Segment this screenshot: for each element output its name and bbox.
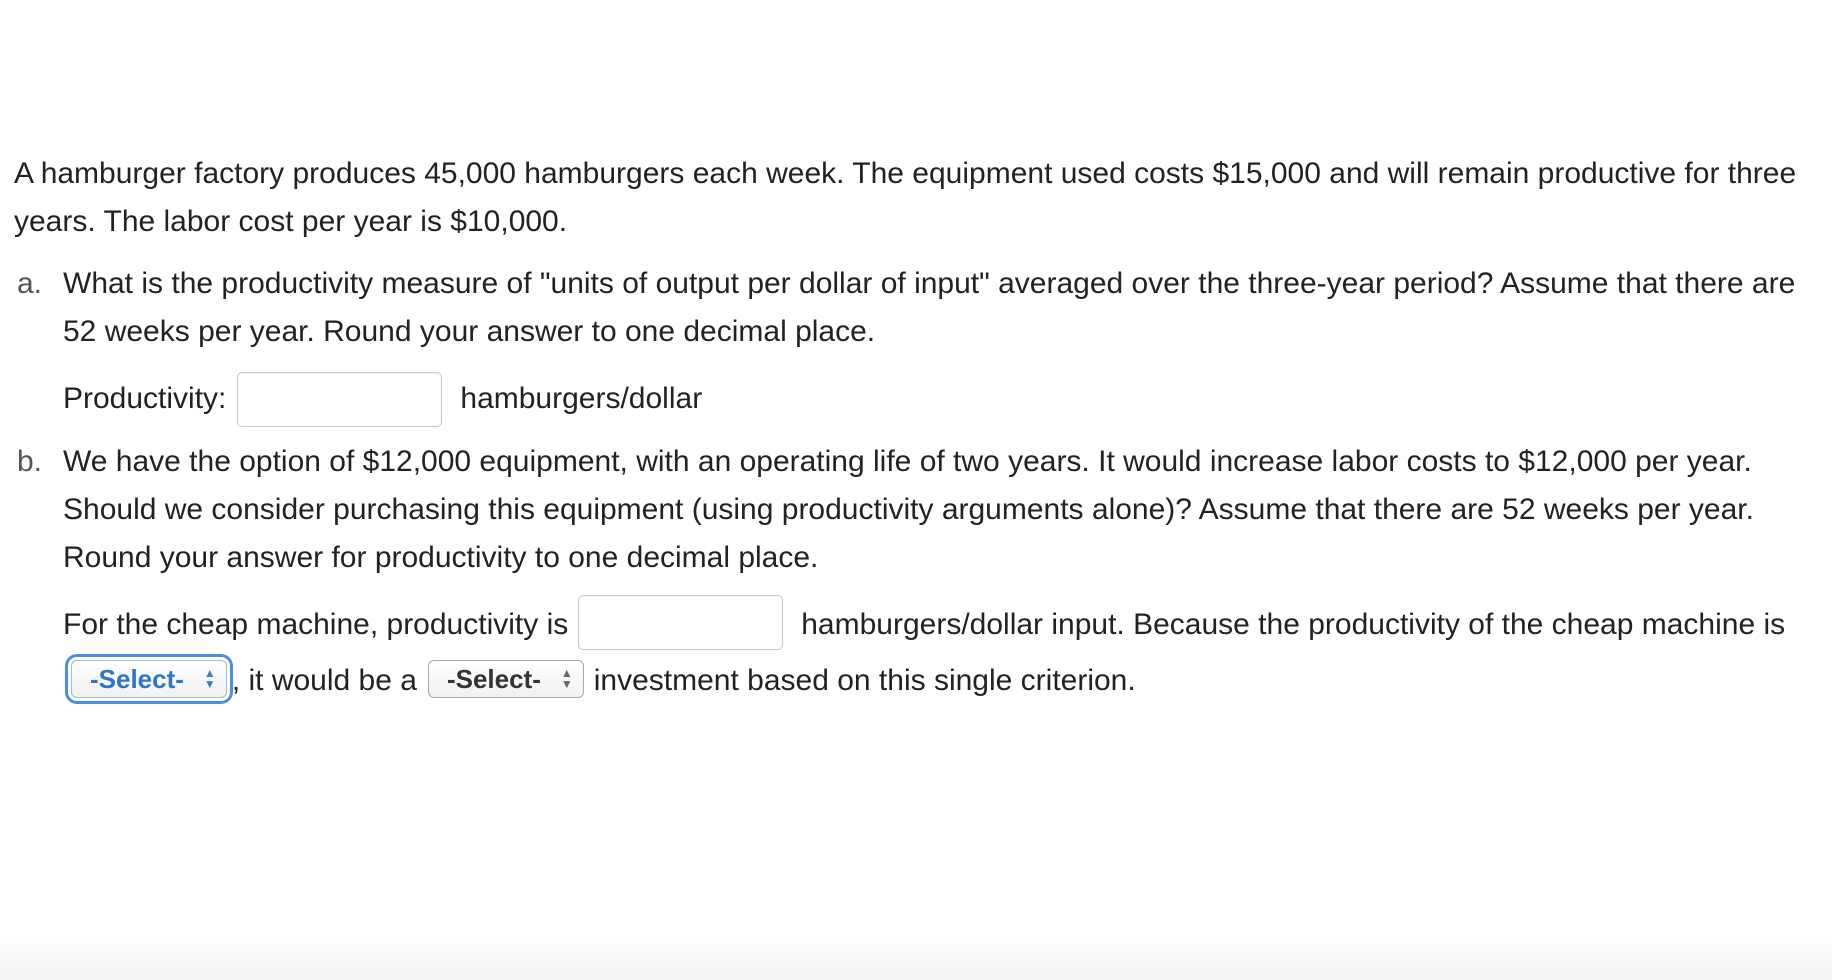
cheap-machine-answer	[63, 598, 1819, 707]
problem-content	[14, 150, 1819, 707]
arrow-up-icon: ▲	[560, 665, 573, 680]
productivity-comparison-select[interactable]	[71, 660, 227, 698]
question-a	[14, 260, 1819, 426]
question-a-marker: a.	[17, 267, 43, 300]
cheap-machine-text-3: , it would be a	[231, 663, 417, 697]
question-b	[14, 438, 1819, 707]
arrow-up-icon: ▲	[203, 665, 216, 680]
arrow-down-icon: ▼	[203, 676, 216, 691]
cheap-machine-text-1: For the cheap machine, productivity is	[63, 608, 569, 641]
productivity-unit: hamburgers/dollar	[460, 382, 703, 415]
investment-quality-select[interactable]	[428, 660, 584, 698]
question-list	[14, 260, 1819, 707]
productivity-label: Productivity:	[63, 382, 227, 415]
investment-quality-select-label: -Select-	[446, 663, 541, 694]
question-b-marker: b.	[17, 445, 43, 478]
problem-intro: A hamburger factory produces 45,000 hamburgers each week. The equipment used costs $15,000 and will remain productive for three years. The labor cost per year is $10,000.	[14, 157, 1797, 238]
productivity-answer-row	[63, 372, 1819, 426]
cheap-machine-text-2: hamburgers/dollar input. Because the productivity of the cheap machine is	[801, 608, 1786, 641]
question-a-text: What is the productivity measure of "units of output per dollar of input" averaged over the three-year period? Assume that there are 52 weeks per year. Round your answer to one decimal place.	[63, 267, 1796, 348]
up-down-chevron-icon	[560, 665, 573, 691]
cheap-machine-productivity-input[interactable]	[578, 595, 783, 650]
arrow-down-icon: ▼	[560, 676, 573, 691]
productivity-input[interactable]	[237, 372, 442, 427]
productivity-comparison-select-label: -Select-	[90, 663, 184, 694]
question-b-text: We have the option of $12,000 equipment, with an operating life of two years. It would increase labor costs to $12,000 per year. Should we consider purchasing this equipment (using productivity arguments alone)? Assume that there are 52 weeks per year. Round your answer for productivity to one decimal place.	[63, 445, 1754, 574]
cheap-machine-text-4: investment based on this single criterion.	[593, 663, 1136, 697]
up-down-chevron-icon	[203, 665, 216, 691]
